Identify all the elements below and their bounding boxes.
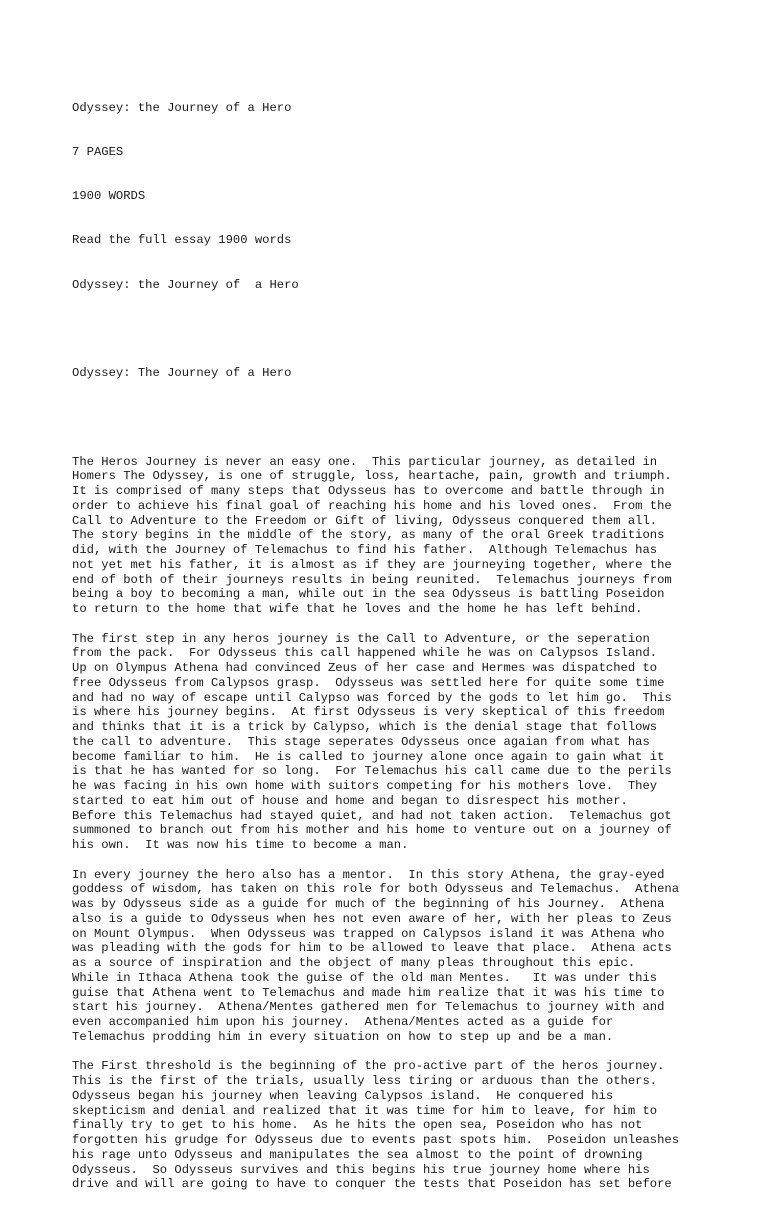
paragraph-line: Odysseus. So Odysseus survives and this begins his true journey home where his	[72, 1162, 650, 1177]
paragraph-line: forgotten his grudge for Odysseus due to events past spots him. Poseidon unleashes	[72, 1133, 680, 1147]
spacer	[72, 322, 712, 337]
paragraph-line: also is a guide to Odysseus when hes not even aware of her, with her pleas to Zeus	[72, 911, 672, 926]
essay-paragraph	[72, 455, 712, 617]
spacer	[72, 410, 712, 425]
word-count: 1900 WORDS	[72, 189, 146, 203]
header-title-repeat: Odyssey: the Journey of a Hero	[72, 277, 299, 292]
paragraph-line: summoned to branch out from his mother and his home to venture out on a journey of	[72, 823, 672, 838]
paragraph-spacer	[72, 853, 712, 868]
paragraph-line: the call to adventure. This stage seperates Odysseus once agaian from what has	[72, 734, 650, 749]
paragraph-line: become familiar to him. He is called to journey alone once again to gain what it	[72, 749, 665, 764]
paragraph-line: as a source of inspiration and the object of many pleas throughout this epic.	[72, 956, 636, 970]
paragraph-line: Homers The Odyssey, is one of struggle, loss, heartache, pain, growth and triumph.	[72, 469, 672, 484]
paragraph-line: is that he has wanted for so long. For Telemachus his call came due to the perils	[72, 764, 672, 779]
paragraph-line: free Odysseus from Calypsos grasp. Odysseus was settled here for quite some time	[72, 675, 665, 690]
essay-paragraph	[72, 868, 712, 1045]
paragraph-line: While in Ithaca Athena took the guise of the old man Mentes. It was under this	[72, 970, 658, 985]
paragraph-line: his own. It was now his time to become a man.	[72, 838, 409, 852]
paragraph-line: guise that Athena went to Telemachus and made him realize that it was his time to	[72, 985, 665, 1000]
paragraph-line: The First threshold is the beginning of the pro-active part of the heros journey.	[72, 1059, 665, 1074]
essay-paragraph	[72, 632, 712, 853]
paragraph-line: is where his journey begins. At first Odysseus is very skeptical of this freedom	[72, 705, 665, 720]
paragraph-line: The story begins in the middle of the story, as many of the oral Greek traditions	[72, 528, 665, 543]
paragraph-line: goddess of wisdom, has taken on this role for both Odysseus and Telemachus. Athena	[72, 882, 680, 897]
paragraph-line: The first step in any heros journey is the Call to Adventure, or the seperation	[72, 631, 650, 646]
essay-body	[72, 455, 712, 1193]
page-count: 7 PAGES	[72, 144, 124, 159]
paragraph-line: It is comprised of many steps that Odysseus has to overcome and battle through in	[72, 484, 665, 498]
paragraph-line: even accompanied him upon his journey. Athena/Mentes acted as a guide for	[72, 1015, 614, 1029]
paragraph-line: his rage unto Odysseus and manipulates the sea almost to the point of drowning	[72, 1147, 643, 1162]
paragraph-line: end of both of their journeys results in being reunited. Telemachus journeys from	[72, 572, 672, 587]
paragraph-line: being a boy to becoming a man, while out in the sea Odysseus is battling Poseidon	[72, 587, 665, 602]
paragraph-line: In every journey the hero also has a mentor. In this story Athena, the gray-eyed	[72, 867, 665, 882]
paragraph-line: did, with the Journey of Telemachus to find his father. Although Telemachus has	[72, 543, 658, 557]
read-full-essay-link[interactable]: Read the full essay 1900 words	[72, 233, 292, 248]
essay-text	[72, 71, 712, 1222]
paragraph-spacer	[72, 617, 712, 632]
paragraph-line: and thinks that it is a trick by Calypso, which is the denial stage that follows	[72, 720, 658, 734]
paragraph-line: order to achieve his final goal of reaching his home and his loved ones. From the	[72, 498, 672, 513]
paragraph-line: not yet met his father, it is almost as if they are journeying together, where the	[72, 557, 672, 572]
paragraph-line: Up on Olympus Athena had convinced Zeus of her case and Hermes was dispatched to	[72, 661, 658, 675]
paragraph-line: Odysseus began his journey when leaving Calypsos island. He conquered his	[72, 1088, 614, 1103]
paragraph-line: to return to the home that wife that he loves and the home he has left behind.	[72, 602, 643, 616]
paragraph-line: start his journey. Athena/Mentes gathered men for Telemachus to journey with and	[72, 1000, 665, 1015]
paragraph-line: Before this Telemachus had stayed quiet, and had not taken action. Telemachus got	[72, 808, 672, 823]
paragraph-line: started to eat him out of house and home and began to disrespect his mother.	[72, 793, 628, 808]
paragraph-spacer	[72, 1045, 712, 1060]
essay-title: Odyssey: The Journey of a Hero	[72, 366, 292, 380]
paragraph-line: skepticism and denial and realized that it was time for him to leave, for him to	[72, 1103, 658, 1118]
essay-paragraph	[72, 1059, 712, 1192]
paragraph-line: on Mount Olympus. When Odysseus was trapped on Calypsos island it was Athena who	[72, 926, 665, 941]
header-title: Odyssey: the Journey of a Hero	[72, 100, 292, 115]
paragraph-line: Telemachus prodding him in every situation on how to step up and be a man.	[72, 1029, 614, 1044]
paragraph-line: Call to Adventure to the Freedom or Gift of living, Odysseus conquered them all.	[72, 513, 658, 528]
paragraph-line: and had no way of escape until Calypso was forced by the gods to let him go. This	[72, 690, 672, 705]
paragraph-line: finally try to get to his home. As he hits the open sea, Poseidon who has not	[72, 1118, 643, 1133]
paragraph-line: from the pack. For Odysseus this call happened while he was on Calypsos Island.	[72, 646, 658, 661]
paragraph-line: was by Odysseus side as a guide for much of the beginning of his Journey. Athena	[72, 897, 665, 911]
paragraph-line: This is the first of the trials, usually less tiring or arduous than the others.	[72, 1074, 658, 1088]
paragraph-line: The Heros Journey is never an easy one. This particular journey, as detailed in	[72, 454, 658, 469]
paragraph-line: he was facing in his own home with suitors competing for his mothers love. They	[72, 779, 658, 793]
paragraph-line: was pleading with the gods for him to be allowed to leave that place. Athena acts	[72, 941, 672, 956]
paragraph-line: drive and will are going to have to conquer the tests that Poseidon has set before	[72, 1177, 672, 1192]
